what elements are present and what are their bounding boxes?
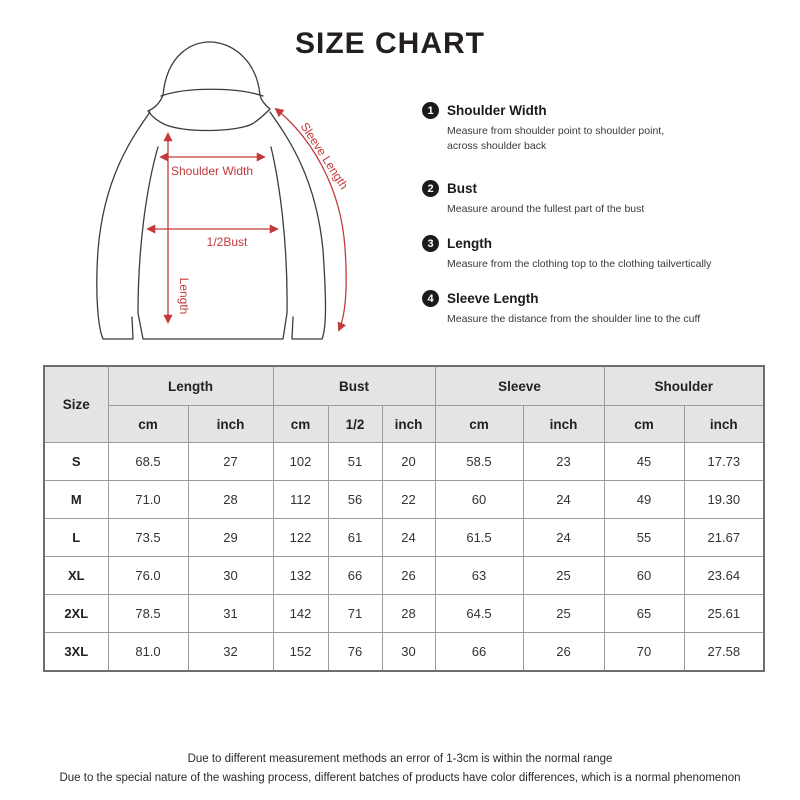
instruction-desc-line: Measure from the clothing top to the clothing tailvertically [447, 258, 712, 270]
cell-value: 29 [188, 519, 273, 557]
cell-value: 51 [328, 443, 382, 481]
subcol-bust-half: 1/2 [328, 406, 382, 443]
col-group-sleeve: Sleeve [435, 366, 604, 406]
cell-value: 152 [273, 633, 328, 672]
cell-value: 23.64 [684, 557, 764, 595]
subcol-bust-cm: cm [273, 406, 328, 443]
shoulder-width-label: Shoulder Width [170, 164, 254, 178]
cell-value: 25 [523, 557, 604, 595]
subcol-shoulder-cm: cm [604, 406, 684, 443]
cell-value: 81.0 [108, 633, 188, 672]
cell-value: 122 [273, 519, 328, 557]
cell-value: 32 [188, 633, 273, 672]
cell-value: 28 [188, 481, 273, 519]
cell-value: 61.5 [435, 519, 523, 557]
cell-value: 112 [273, 481, 328, 519]
size-table [43, 365, 765, 672]
cell-value: 30 [188, 557, 273, 595]
step-3-badge: 3 [422, 235, 439, 252]
table-row-2xl [44, 595, 764, 633]
cell-value: 66 [435, 633, 523, 672]
col-group-shoulder: Shoulder [604, 366, 764, 406]
cell-value: 17.73 [684, 443, 764, 481]
length-label: Length [177, 277, 191, 315]
hoodie-measurement-diagram [30, 35, 360, 350]
subcol-shoulder-inch: inch [684, 406, 764, 443]
cell-value: 73.5 [108, 519, 188, 557]
hood-opening-line [161, 89, 263, 96]
cell-value: 24 [382, 519, 435, 557]
cell-value: 142 [273, 595, 328, 633]
size-value: 2XL [44, 595, 108, 633]
cell-value: 24 [523, 481, 604, 519]
size-value: L [44, 519, 108, 557]
left-sleeve-outline [97, 112, 150, 339]
cell-value: 58.5 [435, 443, 523, 481]
size-value: S [44, 443, 108, 481]
cell-value: 23 [523, 443, 604, 481]
instruction-title: Length [447, 236, 492, 251]
instruction-title: Bust [447, 181, 477, 196]
page-title: SIZE CHART [295, 27, 485, 60]
table-row-l [44, 519, 764, 557]
footer-disclaimer [0, 750, 800, 788]
cell-value: 78.5 [108, 595, 188, 633]
cell-value: 63 [435, 557, 523, 595]
cell-value: 132 [273, 557, 328, 595]
cell-value: 24 [523, 519, 604, 557]
subcol-length-cm: cm [108, 406, 188, 443]
table-row-xl [44, 557, 764, 595]
cell-value: 26 [523, 633, 604, 672]
cell-value: 60 [604, 557, 684, 595]
cell-value: 25 [523, 595, 604, 633]
size-value: M [44, 481, 108, 519]
col-header-size: Size [44, 366, 108, 443]
measuring-instructions [422, 102, 782, 345]
instruction-desc-line: across shoulder back [447, 140, 547, 152]
half-bust-label: 1/2Bust [206, 235, 248, 249]
cell-value: 20 [382, 443, 435, 481]
cell-value: 71 [328, 595, 382, 633]
cell-value: 64.5 [435, 595, 523, 633]
cell-value: 55 [604, 519, 684, 557]
table-row-m [44, 481, 764, 519]
size-value: 3XL [44, 633, 108, 672]
cell-value: 27 [188, 443, 273, 481]
hood-dome-outline [163, 42, 260, 95]
cell-value: 28 [382, 595, 435, 633]
instruction-desc-line: Measure from shoulder point to shoulder point, [447, 125, 665, 137]
instruction-desc-line: Measure around the fullest part of the bust [447, 203, 645, 215]
col-group-length: Length [108, 366, 273, 406]
cell-value: 56 [328, 481, 382, 519]
size-value: XL [44, 557, 108, 595]
cell-value: 49 [604, 481, 684, 519]
step-2-badge: 2 [422, 180, 439, 197]
instruction-bust [422, 180, 782, 217]
instruction-title: Shoulder Width [447, 103, 547, 118]
subcol-bust-inch: inch [382, 406, 435, 443]
cell-value: 60 [435, 481, 523, 519]
cell-value: 21.67 [684, 519, 764, 557]
disclaimer-line: Due to the special nature of the washing process, different batches of products have color differences, which is a normal phenomenon [59, 772, 741, 784]
cell-value: 27.58 [684, 633, 764, 672]
subcol-length-inch: inch [188, 406, 273, 443]
cell-value: 66 [328, 557, 382, 595]
hood-collar-outline [148, 95, 270, 131]
cell-value: 65 [604, 595, 684, 633]
cell-value: 71.0 [108, 481, 188, 519]
cell-value: 70 [604, 633, 684, 672]
cell-value: 45 [604, 443, 684, 481]
step-1-badge: 1 [422, 102, 439, 119]
instruction-sleeve-length [422, 290, 782, 327]
cell-value: 22 [382, 481, 435, 519]
cell-value: 76.0 [108, 557, 188, 595]
instruction-shoulder-width [422, 102, 782, 154]
cell-value: 19.30 [684, 481, 764, 519]
cell-value: 30 [382, 633, 435, 672]
cell-value: 68.5 [108, 443, 188, 481]
step-4-badge: 4 [422, 290, 439, 307]
cell-value: 61 [328, 519, 382, 557]
cell-value: 26 [382, 557, 435, 595]
subcol-sleeve-cm: cm [435, 406, 523, 443]
table-row-s [44, 443, 764, 481]
cell-value: 31 [188, 595, 273, 633]
instruction-title: Sleeve Length [447, 291, 539, 306]
col-group-bust: Bust [273, 366, 435, 406]
cell-value: 25.61 [684, 595, 764, 633]
instruction-length [422, 235, 782, 272]
instruction-desc-line: Measure the distance from the shoulder line to the cuff [447, 313, 701, 325]
sleeve-length-label: Sleeve Length [297, 119, 352, 192]
disclaimer-line: Due to different measurement methods an error of 1-3cm is within the normal range [187, 753, 613, 765]
cell-value: 102 [273, 443, 328, 481]
table-row-3xl [44, 633, 764, 672]
subcol-sleeve-inch: inch [523, 406, 604, 443]
cell-value: 76 [328, 633, 382, 672]
